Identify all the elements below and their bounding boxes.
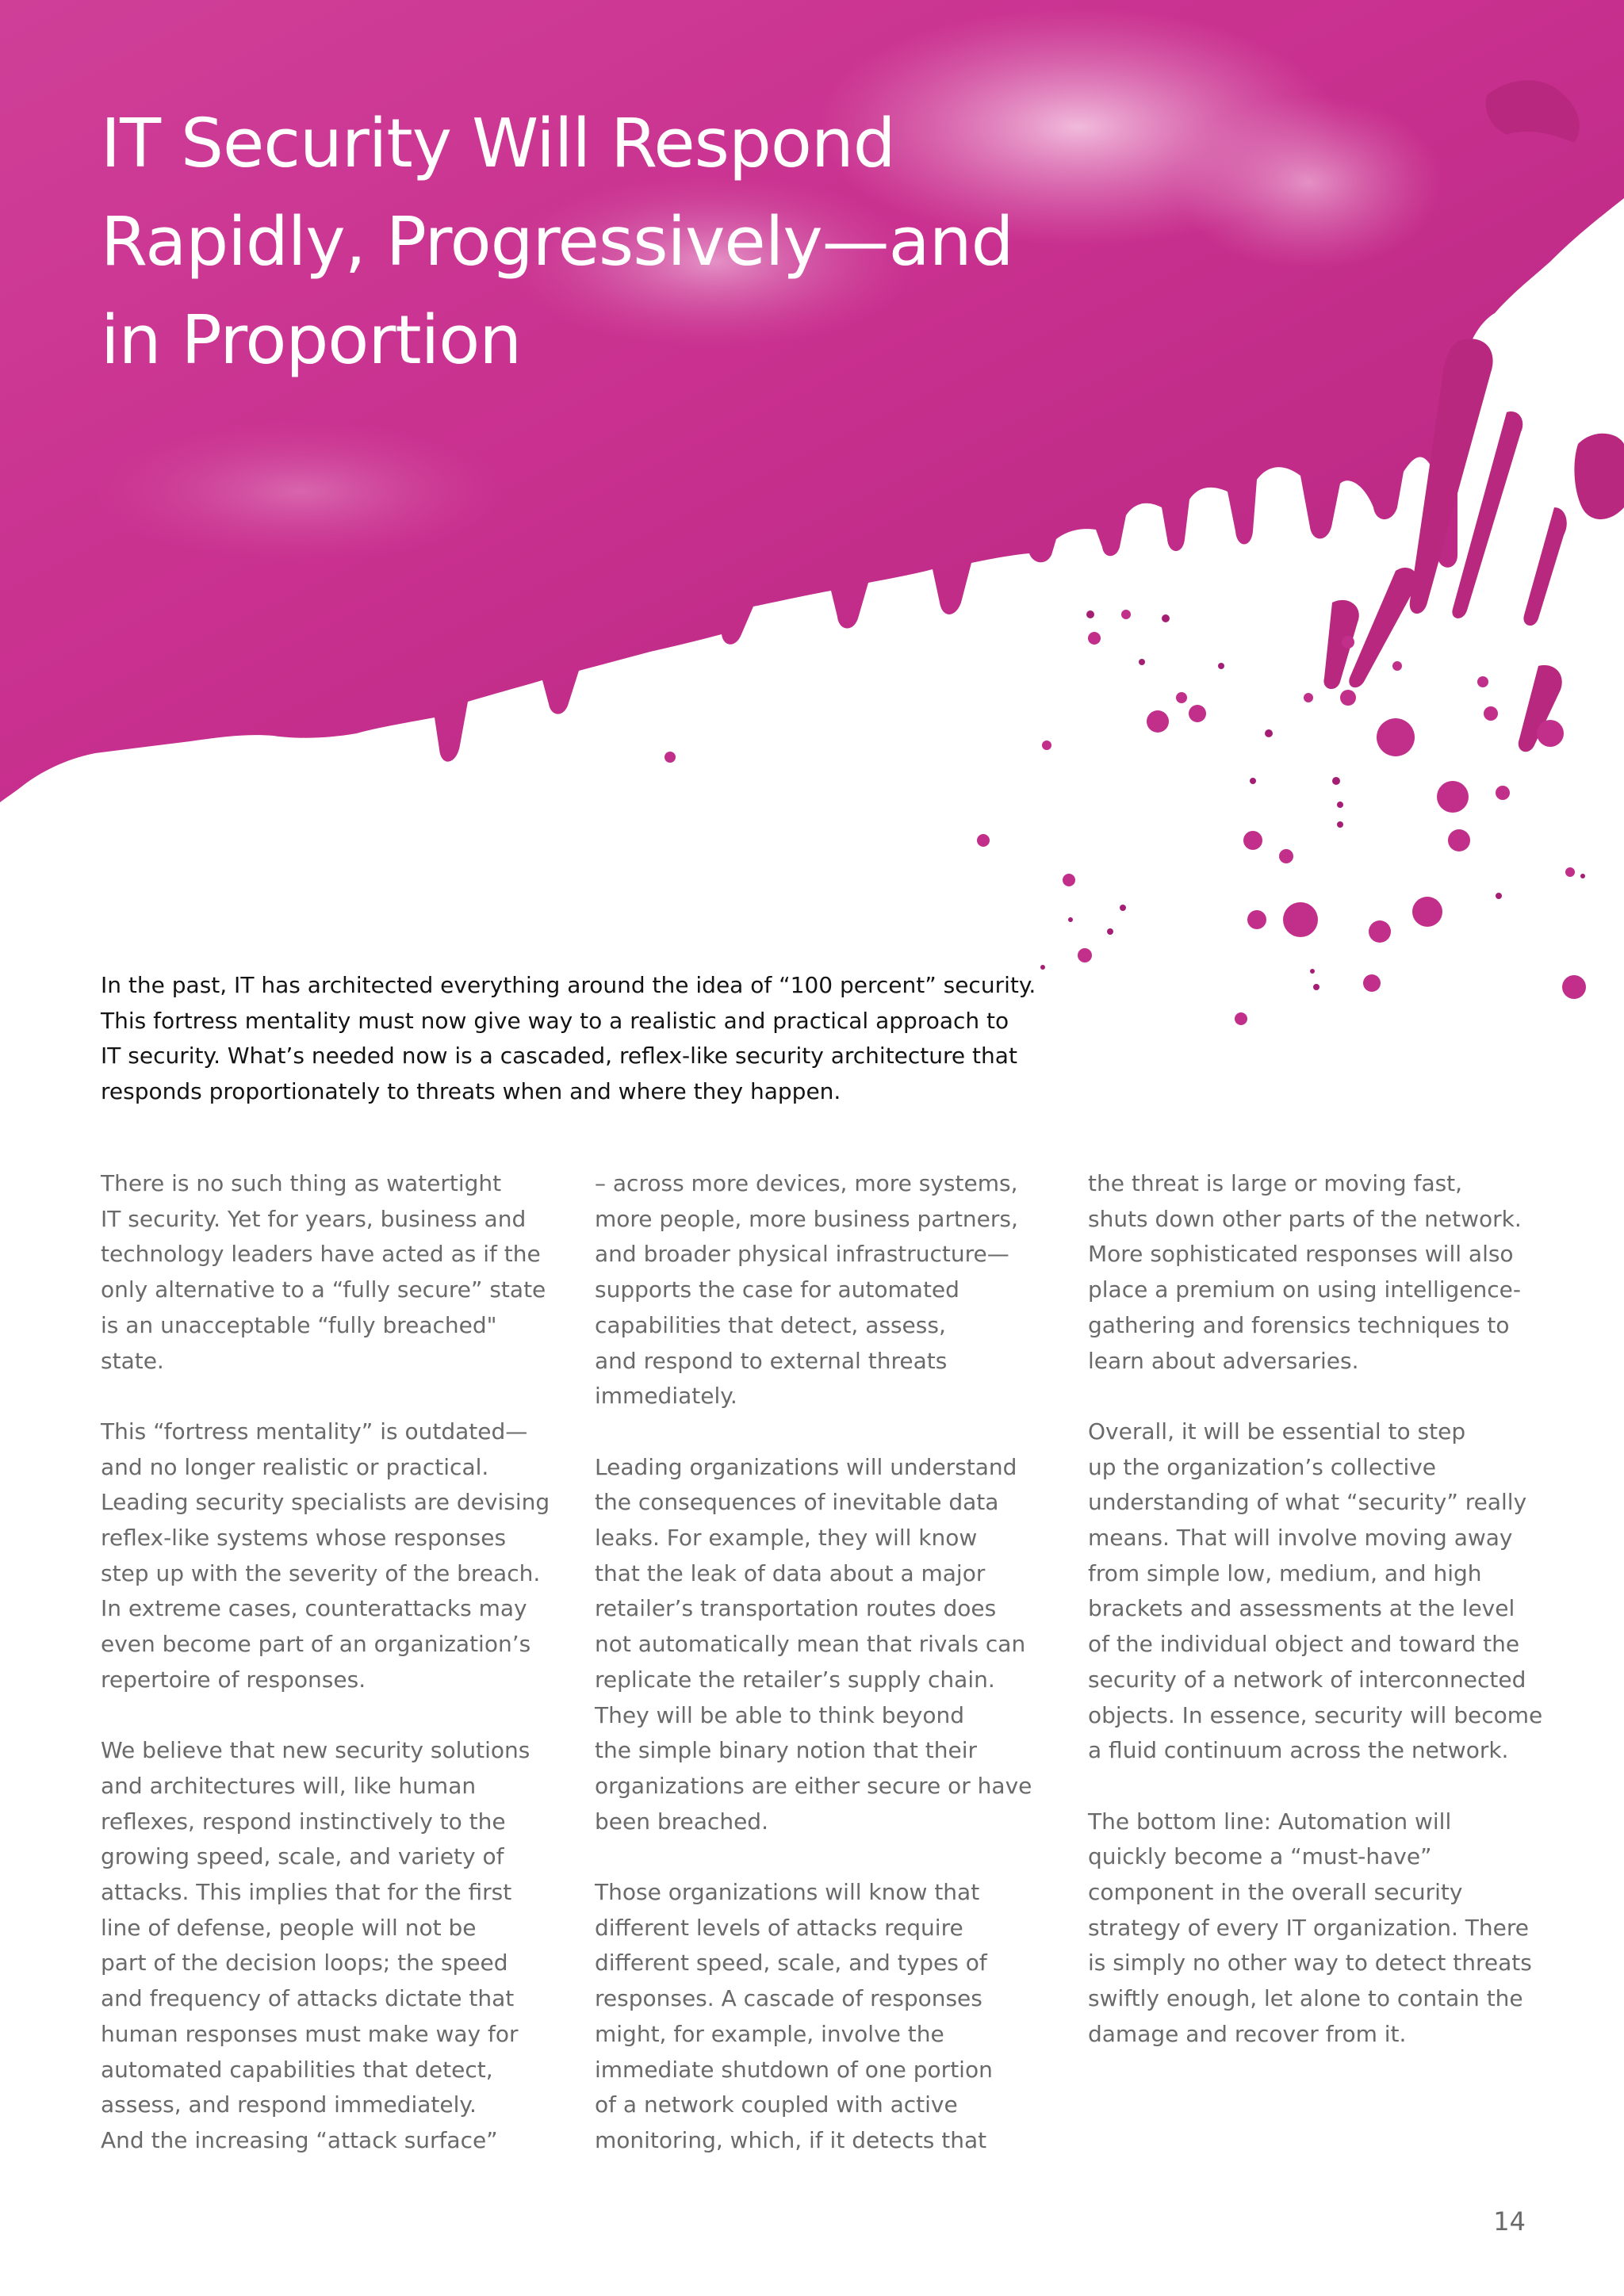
page-number: 14 xyxy=(1493,2206,1526,2237)
body-line: from simple low, medium, and high xyxy=(1088,1559,1482,1586)
body-line: organizations are either secure or have xyxy=(595,1772,1032,1799)
body-line: human responses must make way for xyxy=(101,2020,519,2047)
body-line: supports the case for automated xyxy=(595,1276,959,1303)
body-line: and architectures will, like human xyxy=(101,1772,477,1799)
page-title xyxy=(101,95,1013,390)
intro-line: In the past, IT has architected everything around the idea of “100 percent” security. xyxy=(101,972,1036,998)
body-line: part of the decision loops; the speed xyxy=(101,1950,508,1976)
body-line: More sophisticated responses will also xyxy=(1088,1241,1514,1268)
body-line: reflexes, respond instinctively to the xyxy=(101,1808,506,1835)
body-line: only alternative to a “fully secure” state xyxy=(101,1276,546,1303)
body-line: IT security. Yet for years, business and xyxy=(101,1205,527,1232)
body-line: means. That will involve moving away xyxy=(1088,1525,1513,1552)
body-line: might, for example, involve the xyxy=(595,2020,944,2047)
title-line: Rapidly, Progressively—and xyxy=(101,203,1013,281)
body-line: is simply no other way to detect threats xyxy=(1088,1950,1532,1976)
body-line: the consequences of inevitable data xyxy=(595,1489,999,1516)
intro-line: This fortress mentality must now give way to a realistic and practical approach to xyxy=(101,1007,1009,1034)
body-line: understanding of what “security” really xyxy=(1088,1489,1527,1516)
body-line: shuts down other parts of the network. xyxy=(1088,1205,1522,1232)
body-line: line of defense, people will not be xyxy=(101,1914,477,1941)
body-line: and frequency of attacks dictate that xyxy=(101,1985,515,2012)
body-line: We believe that new security solutions xyxy=(101,1737,530,1764)
body-paragraph xyxy=(101,1166,576,1379)
body-line: and broader physical infrastructure— xyxy=(595,1241,1009,1268)
body-line: They will be able to think beyond xyxy=(595,1701,965,1728)
body-line: place a premium on using intelligence- xyxy=(1088,1276,1522,1303)
body-paragraph xyxy=(595,1166,1071,1414)
body-line: step up with the severity of the breach. xyxy=(101,1559,541,1586)
body-line: monitoring, which, if it detects that xyxy=(595,2126,987,2153)
body-line: up the organization’s collective xyxy=(1088,1453,1437,1480)
title-line: in Proportion xyxy=(101,301,522,380)
body-line: swiftly enough, let alone to contain the xyxy=(1088,1985,1523,2012)
body-line: security of a network of interconnected xyxy=(1088,1666,1526,1693)
body-line: damage and recover from it. xyxy=(1088,2020,1407,2047)
body-line: gathering and forensics techniques to xyxy=(1088,1311,1510,1338)
body-line: This “fortress mentality” is outdated— xyxy=(101,1418,528,1445)
body-paragraph xyxy=(101,1414,576,1698)
body-line: different levels of attacks require xyxy=(595,1914,963,1941)
body-line: not automatically mean that rivals can xyxy=(595,1631,1026,1658)
body-line: There is no such thing as watertight xyxy=(101,1170,502,1196)
body-line: reflex-like systems whose responses xyxy=(101,1525,507,1552)
body-line: – across more devices, more systems, xyxy=(595,1170,1018,1196)
body-line: the threat is large or moving fast, xyxy=(1088,1170,1463,1196)
body-line: even become part of an organization’s xyxy=(101,1631,531,1658)
body-line: brackets and assessments at the level xyxy=(1088,1595,1515,1622)
body-line: retailer’s transportation routes does xyxy=(595,1595,997,1622)
body-line: attacks. This implies that for the first xyxy=(101,1879,512,1906)
intro-line: responds proportionately to threats when and where they happen. xyxy=(101,1078,841,1105)
body-line: that the leak of data about a major xyxy=(595,1559,986,1586)
body-line: component in the overall security xyxy=(1088,1879,1463,1906)
body-line: automated capabilities that detect, xyxy=(101,2056,493,2083)
body-line: the simple binary notion that their xyxy=(595,1737,978,1764)
body-line: capabilities that detect, assess, xyxy=(595,1311,946,1338)
body-line: immediate shutdown of one portion xyxy=(595,2056,993,2083)
body-line: Those organizations will know that xyxy=(595,1879,980,1906)
body-line: Leading organizations will understand xyxy=(595,1453,1017,1480)
body-line: immediately. xyxy=(595,1383,737,1410)
body-line: learn about adversaries. xyxy=(1088,1347,1359,1374)
body-line: of the individual object and toward the xyxy=(1088,1631,1520,1658)
body-line: assess, and respond immediately. xyxy=(101,2091,477,2118)
body-line: and respond to external threats xyxy=(595,1347,948,1374)
body-paragraph xyxy=(1088,1166,1564,1379)
body-line: of a network coupled with active xyxy=(595,2091,958,2118)
body-line: technology leaders have acted as if the xyxy=(101,1241,541,1268)
body-line: responses. A cascade of responses xyxy=(595,1985,982,2012)
body-line: and no longer realistic or practical. xyxy=(101,1453,489,1480)
body-line: growing speed, scale, and variety of xyxy=(101,1843,504,1870)
body-line: been breached. xyxy=(595,1808,768,1835)
body-line: a fluid continuum across the network. xyxy=(1088,1737,1509,1764)
body-paragraph xyxy=(1088,1804,1564,2053)
text-column-2 xyxy=(595,1166,1071,2194)
body-paragraph xyxy=(595,1875,1071,2159)
intro-line: IT security. What’s needed now is a cascaded, reflex-like security architecture that xyxy=(101,1043,1017,1070)
text-column-3 xyxy=(1088,1166,1564,2087)
body-line: different speed, scale, and types of xyxy=(595,1950,987,1976)
body-line: In extreme cases, counterattacks may xyxy=(101,1595,527,1622)
body-line: more people, more business partners, xyxy=(595,1205,1018,1232)
body-line: state. xyxy=(101,1347,164,1374)
body-line: leaks. For example, they will know xyxy=(595,1525,978,1552)
body-paragraph xyxy=(595,1450,1071,1840)
body-line: And the increasing “attack surface” xyxy=(101,2126,498,2153)
body-line: The bottom line: Automation will xyxy=(1088,1808,1452,1835)
body-line: quickly become a “must-have” xyxy=(1088,1843,1432,1870)
body-line: Overall, it will be essential to step xyxy=(1088,1418,1466,1445)
body-line: objects. In essence, security will become xyxy=(1088,1701,1543,1728)
body-paragraph xyxy=(101,1733,576,2158)
body-line: repertoire of responses. xyxy=(101,1666,366,1693)
body-line: Leading security specialists are devising xyxy=(101,1489,550,1516)
body-line: is an unacceptable “fully breached" xyxy=(101,1311,497,1338)
title-line: IT Security Will Respond xyxy=(101,105,895,183)
body-paragraph xyxy=(1088,1414,1564,1769)
intro-paragraph xyxy=(101,968,1036,1110)
body-line: replicate the retailer’s supply chain. xyxy=(595,1666,995,1693)
text-column-1 xyxy=(101,1166,576,2194)
body-line: strategy of every IT organization. There xyxy=(1088,1914,1529,1941)
